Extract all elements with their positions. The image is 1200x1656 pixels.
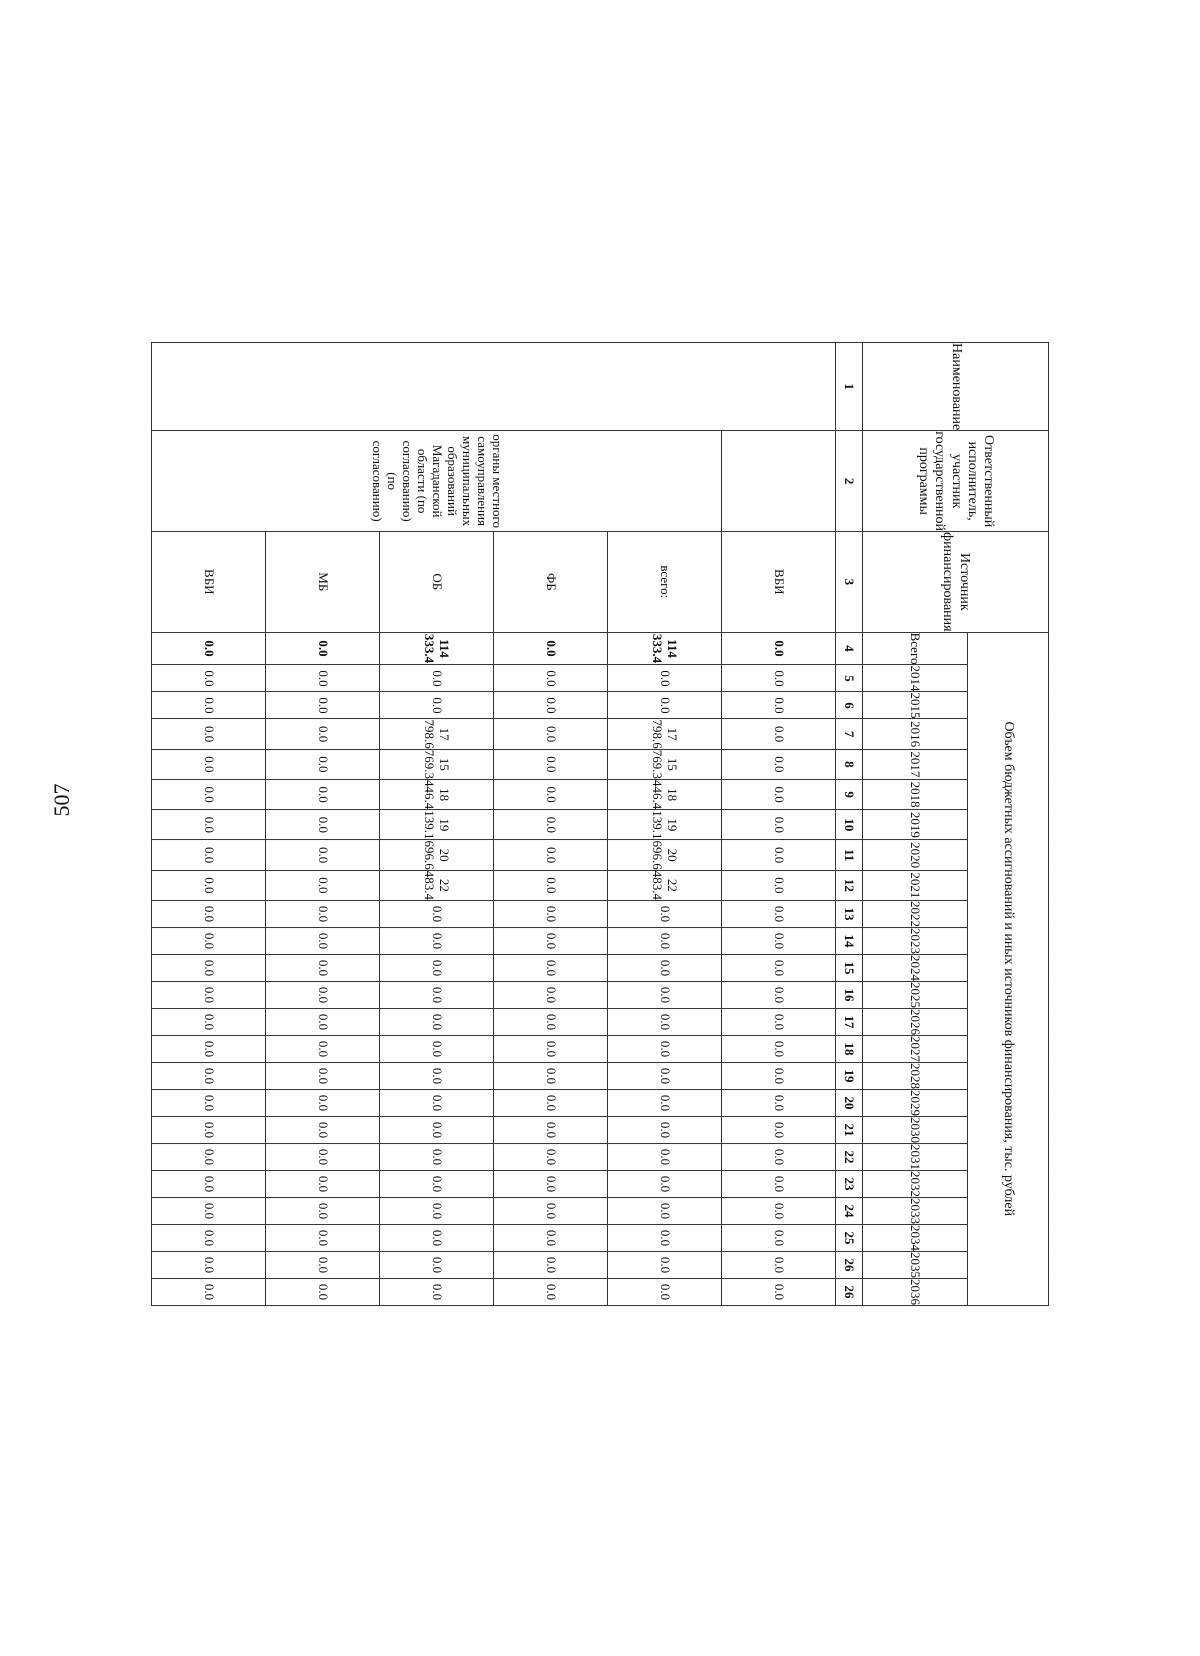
value-cell: 0.0 [152, 810, 266, 840]
colnum-source: 3 [836, 532, 863, 633]
value-cell: 0.0 [266, 1089, 380, 1116]
value-cell: 0.0 [152, 1116, 266, 1143]
value-cell: 0.0 [722, 1197, 836, 1224]
value-cell: 0.0 [152, 665, 266, 692]
value-cell: 0.0 [152, 1278, 266, 1305]
total-cell: 0.0 [266, 632, 380, 665]
header-year: 2034 [863, 1224, 968, 1251]
value-cell: 0.0 [152, 981, 266, 1008]
value-cell: 0.0 [608, 1143, 722, 1170]
value-cell: 0.0 [380, 1278, 494, 1305]
value-cell: 0.0 [494, 954, 608, 981]
colnum-year: 8 [836, 749, 863, 779]
value-cell: 0.0 [266, 665, 380, 692]
header-year: 2027 [863, 1035, 968, 1062]
table-row [722, 343, 836, 1306]
value-cell: 0.0 [722, 692, 836, 719]
value-cell: 0.0 [266, 810, 380, 840]
value-cell: 0.0 [608, 954, 722, 981]
source-cell: ФБ [494, 532, 608, 633]
value-cell: 0.0 [380, 692, 494, 719]
value-cell: 0.0 [722, 719, 836, 749]
value-cell: 0.0 [494, 719, 608, 749]
value-cell: 0.0 [152, 927, 266, 954]
header-year: 2031 [863, 1143, 968, 1170]
value-cell: 0.0 [152, 1008, 266, 1035]
executor-cell: органы местного самоуправления муниципальных образований Магаданской области (по согласованию) (по согласованию) [152, 431, 722, 532]
value-cell: 0.0 [722, 1170, 836, 1197]
value-cell: 20 696.6 [380, 840, 494, 870]
header-year: 2021 [863, 870, 968, 900]
value-cell: 0.0 [722, 1224, 836, 1251]
header-year: 2015 [863, 692, 968, 719]
value-cell: 0.0 [722, 1089, 836, 1116]
value-cell: 0.0 [152, 749, 266, 779]
header-year: 2020 [863, 840, 968, 870]
colnum-year: 14 [836, 927, 863, 954]
header-year: 2018 [863, 779, 968, 809]
value-cell: 0.0 [722, 665, 836, 692]
source-cell: ВБИ [152, 532, 266, 633]
name-cell [152, 343, 836, 431]
value-cell: 0.0 [722, 870, 836, 900]
value-cell: 0.0 [266, 1251, 380, 1278]
colnum-year: 11 [836, 840, 863, 870]
colnum-year: 25 [836, 1224, 863, 1251]
value-cell: 0.0 [266, 1143, 380, 1170]
header-year: 2023 [863, 927, 968, 954]
value-cell: 0.0 [266, 692, 380, 719]
value-cell: 0.0 [494, 1089, 608, 1116]
value-cell: 0.0 [494, 1170, 608, 1197]
value-cell: 0.0 [152, 1170, 266, 1197]
value-cell: 20 696.6 [608, 840, 722, 870]
value-cell: 22 483.4 [608, 870, 722, 900]
header-year: 2033 [863, 1197, 968, 1224]
value-cell: 0.0 [608, 981, 722, 1008]
value-cell: 0.0 [266, 900, 380, 927]
value-cell: 0.0 [722, 1035, 836, 1062]
value-cell: 0.0 [266, 954, 380, 981]
value-cell: 0.0 [152, 692, 266, 719]
value-cell: 0.0 [494, 1008, 608, 1035]
colnum-year: 21 [836, 1116, 863, 1143]
header-year: 2014 [863, 665, 968, 692]
value-cell: 0.0 [152, 719, 266, 749]
colnum-year: 10 [836, 810, 863, 840]
value-cell: 0.0 [494, 927, 608, 954]
colnum-total: 4 [836, 632, 863, 665]
header-year: 2019 [863, 810, 968, 840]
header-year: 2029 [863, 1089, 968, 1116]
value-cell: 0.0 [380, 1251, 494, 1278]
value-cell: 19 139.1 [380, 810, 494, 840]
colnum-year: 20 [836, 1089, 863, 1116]
value-cell: 0.0 [494, 1116, 608, 1143]
value-cell: 0.0 [266, 749, 380, 779]
value-cell: 0.0 [494, 1197, 608, 1224]
value-cell: 0.0 [152, 1251, 266, 1278]
value-cell: 15 769.3 [380, 749, 494, 779]
value-cell: 0.0 [152, 840, 266, 870]
value-cell: 0.0 [266, 1008, 380, 1035]
colnum-year: 17 [836, 1008, 863, 1035]
budget-table [151, 342, 1049, 1306]
value-cell: 0.0 [722, 779, 836, 809]
value-cell: 0.0 [266, 779, 380, 809]
value-cell: 0.0 [380, 1116, 494, 1143]
value-cell: 0.0 [380, 1170, 494, 1197]
colnum-year: 6 [836, 692, 863, 719]
header-year: 2026 [863, 1008, 968, 1035]
value-cell: 0.0 [722, 1143, 836, 1170]
value-cell: 0.0 [494, 692, 608, 719]
value-cell: 0.0 [608, 1251, 722, 1278]
value-cell: 0.0 [380, 1197, 494, 1224]
value-cell: 0.0 [266, 870, 380, 900]
total-cell: 0.0 [494, 632, 608, 665]
value-cell: 0.0 [152, 954, 266, 981]
value-cell: 0.0 [380, 665, 494, 692]
value-cell: 17 798.6 [380, 719, 494, 749]
executor-cell-empty [722, 431, 836, 532]
value-cell: 0.0 [608, 692, 722, 719]
colnum-year: 22 [836, 1143, 863, 1170]
value-cell: 0.0 [380, 1089, 494, 1116]
value-cell: 0.0 [494, 779, 608, 809]
total-cell: 114 333.4 [608, 632, 722, 665]
colnum-year: 19 [836, 1062, 863, 1089]
header-year: 2032 [863, 1170, 968, 1197]
value-cell: 0.0 [152, 779, 266, 809]
value-cell: 0.0 [266, 981, 380, 1008]
value-cell: 0.0 [266, 719, 380, 749]
source-cell: ВБИ [722, 532, 836, 633]
value-cell: 0.0 [722, 840, 836, 870]
value-cell: 0.0 [722, 810, 836, 840]
colnum-year: 16 [836, 981, 863, 1008]
value-cell: 0.0 [608, 1170, 722, 1197]
value-cell: 0.0 [608, 1035, 722, 1062]
value-cell: 0.0 [494, 665, 608, 692]
colnum-year: 26 [836, 1251, 863, 1278]
page-number: 507 [49, 783, 74, 817]
value-cell: 0.0 [380, 1062, 494, 1089]
value-cell: 0.0 [494, 870, 608, 900]
value-cell: 0.0 [608, 1278, 722, 1305]
header-name: Наименование [863, 343, 1049, 431]
value-cell: 0.0 [266, 1224, 380, 1251]
value-cell: 0.0 [380, 1035, 494, 1062]
colnum-year: 24 [836, 1197, 863, 1224]
value-cell: 0.0 [722, 749, 836, 779]
colnum-executor: 2 [836, 431, 863, 532]
value-cell: 18 446.4 [380, 779, 494, 809]
colnum-year: 7 [836, 719, 863, 749]
value-cell: 0.0 [380, 1008, 494, 1035]
colnum-year: 5 [836, 665, 863, 692]
value-cell: 0.0 [380, 927, 494, 954]
value-cell: 0.0 [266, 1062, 380, 1089]
header-volume-group: Объем бюджетных ассигнований и иных источников финансирования, тыс. рублей [968, 632, 1049, 1305]
value-cell: 22 483.4 [380, 870, 494, 900]
value-cell: 0.0 [380, 1224, 494, 1251]
header-executor: Ответственный исполнитель, участник государственной программы [863, 431, 1049, 532]
header-year: 2035 [863, 1251, 968, 1278]
value-cell: 0.0 [152, 1197, 266, 1224]
colnum-year: 26 [836, 1278, 863, 1305]
colnum-year: 18 [836, 1035, 863, 1062]
value-cell: 0.0 [608, 665, 722, 692]
table-row [608, 343, 722, 1306]
header-year: 2025 [863, 981, 968, 1008]
value-cell: 0.0 [608, 1062, 722, 1089]
value-cell: 0.0 [494, 810, 608, 840]
value-cell: 0.0 [608, 1008, 722, 1035]
value-cell: 0.0 [152, 1089, 266, 1116]
value-cell: 17 798.6 [608, 719, 722, 749]
source-cell: МБ [266, 532, 380, 633]
value-cell: 15 769.3 [608, 749, 722, 779]
value-cell: 0.0 [494, 840, 608, 870]
colnum-year: 13 [836, 900, 863, 927]
value-cell: 0.0 [380, 1143, 494, 1170]
header-source: Источник финансирования [863, 532, 1049, 633]
value-cell: 0.0 [722, 954, 836, 981]
value-cell: 0.0 [152, 1062, 266, 1089]
colnum-name: 1 [836, 343, 863, 431]
value-cell: 0.0 [722, 1278, 836, 1305]
source-cell: ОБ [380, 532, 494, 633]
colnum-year: 9 [836, 779, 863, 809]
value-cell: 0.0 [608, 1197, 722, 1224]
value-cell: 0.0 [494, 900, 608, 927]
value-cell: 0.0 [494, 749, 608, 779]
value-cell: 0.0 [608, 927, 722, 954]
value-cell: 0.0 [494, 1143, 608, 1170]
value-cell: 0.0 [152, 1035, 266, 1062]
value-cell: 0.0 [608, 1116, 722, 1143]
value-cell: 0.0 [608, 1089, 722, 1116]
value-cell: 0.0 [152, 1224, 266, 1251]
header-year: 2036 [863, 1278, 968, 1305]
source-cell: всего: [608, 532, 722, 633]
header-total: Всего [863, 632, 968, 665]
value-cell: 0.0 [494, 981, 608, 1008]
value-cell: 0.0 [722, 1008, 836, 1035]
value-cell: 0.0 [722, 1116, 836, 1143]
total-cell: 0.0 [152, 632, 266, 665]
colnum-year: 12 [836, 870, 863, 900]
colnum-year: 23 [836, 1170, 863, 1197]
header-year: 2024 [863, 954, 968, 981]
value-cell: 0.0 [494, 1251, 608, 1278]
colnum-year: 15 [836, 954, 863, 981]
total-cell: 0.0 [722, 632, 836, 665]
value-cell: 0.0 [266, 1170, 380, 1197]
total-cell: 114 333.4 [380, 632, 494, 665]
value-cell: 18 446.4 [608, 779, 722, 809]
value-cell: 0.0 [266, 1278, 380, 1305]
value-cell: 0.0 [266, 840, 380, 870]
header-year: 2028 [863, 1062, 968, 1089]
value-cell: 0.0 [152, 870, 266, 900]
value-cell: 0.0 [380, 900, 494, 927]
value-cell: 0.0 [152, 1143, 266, 1170]
value-cell: 0.0 [266, 1035, 380, 1062]
header-year: 2017 [863, 749, 968, 779]
value-cell: 0.0 [266, 1197, 380, 1224]
value-cell: 0.0 [494, 1278, 608, 1305]
value-cell: 0.0 [722, 981, 836, 1008]
header-year: 2016 [863, 719, 968, 749]
value-cell: 0.0 [494, 1062, 608, 1089]
header-year: 2022 [863, 900, 968, 927]
value-cell: 0.0 [722, 900, 836, 927]
value-cell: 0.0 [266, 1116, 380, 1143]
value-cell: 0.0 [380, 981, 494, 1008]
value-cell: 0.0 [152, 900, 266, 927]
value-cell: 19 139.1 [608, 810, 722, 840]
value-cell: 0.0 [722, 1062, 836, 1089]
value-cell: 0.0 [722, 927, 836, 954]
value-cell: 0.0 [608, 900, 722, 927]
value-cell: 0.0 [266, 927, 380, 954]
header-year: 2030 [863, 1116, 968, 1143]
value-cell: 0.0 [722, 1251, 836, 1278]
value-cell: 0.0 [380, 954, 494, 981]
value-cell: 0.0 [494, 1035, 608, 1062]
value-cell: 0.0 [494, 1224, 608, 1251]
value-cell: 0.0 [608, 1224, 722, 1251]
